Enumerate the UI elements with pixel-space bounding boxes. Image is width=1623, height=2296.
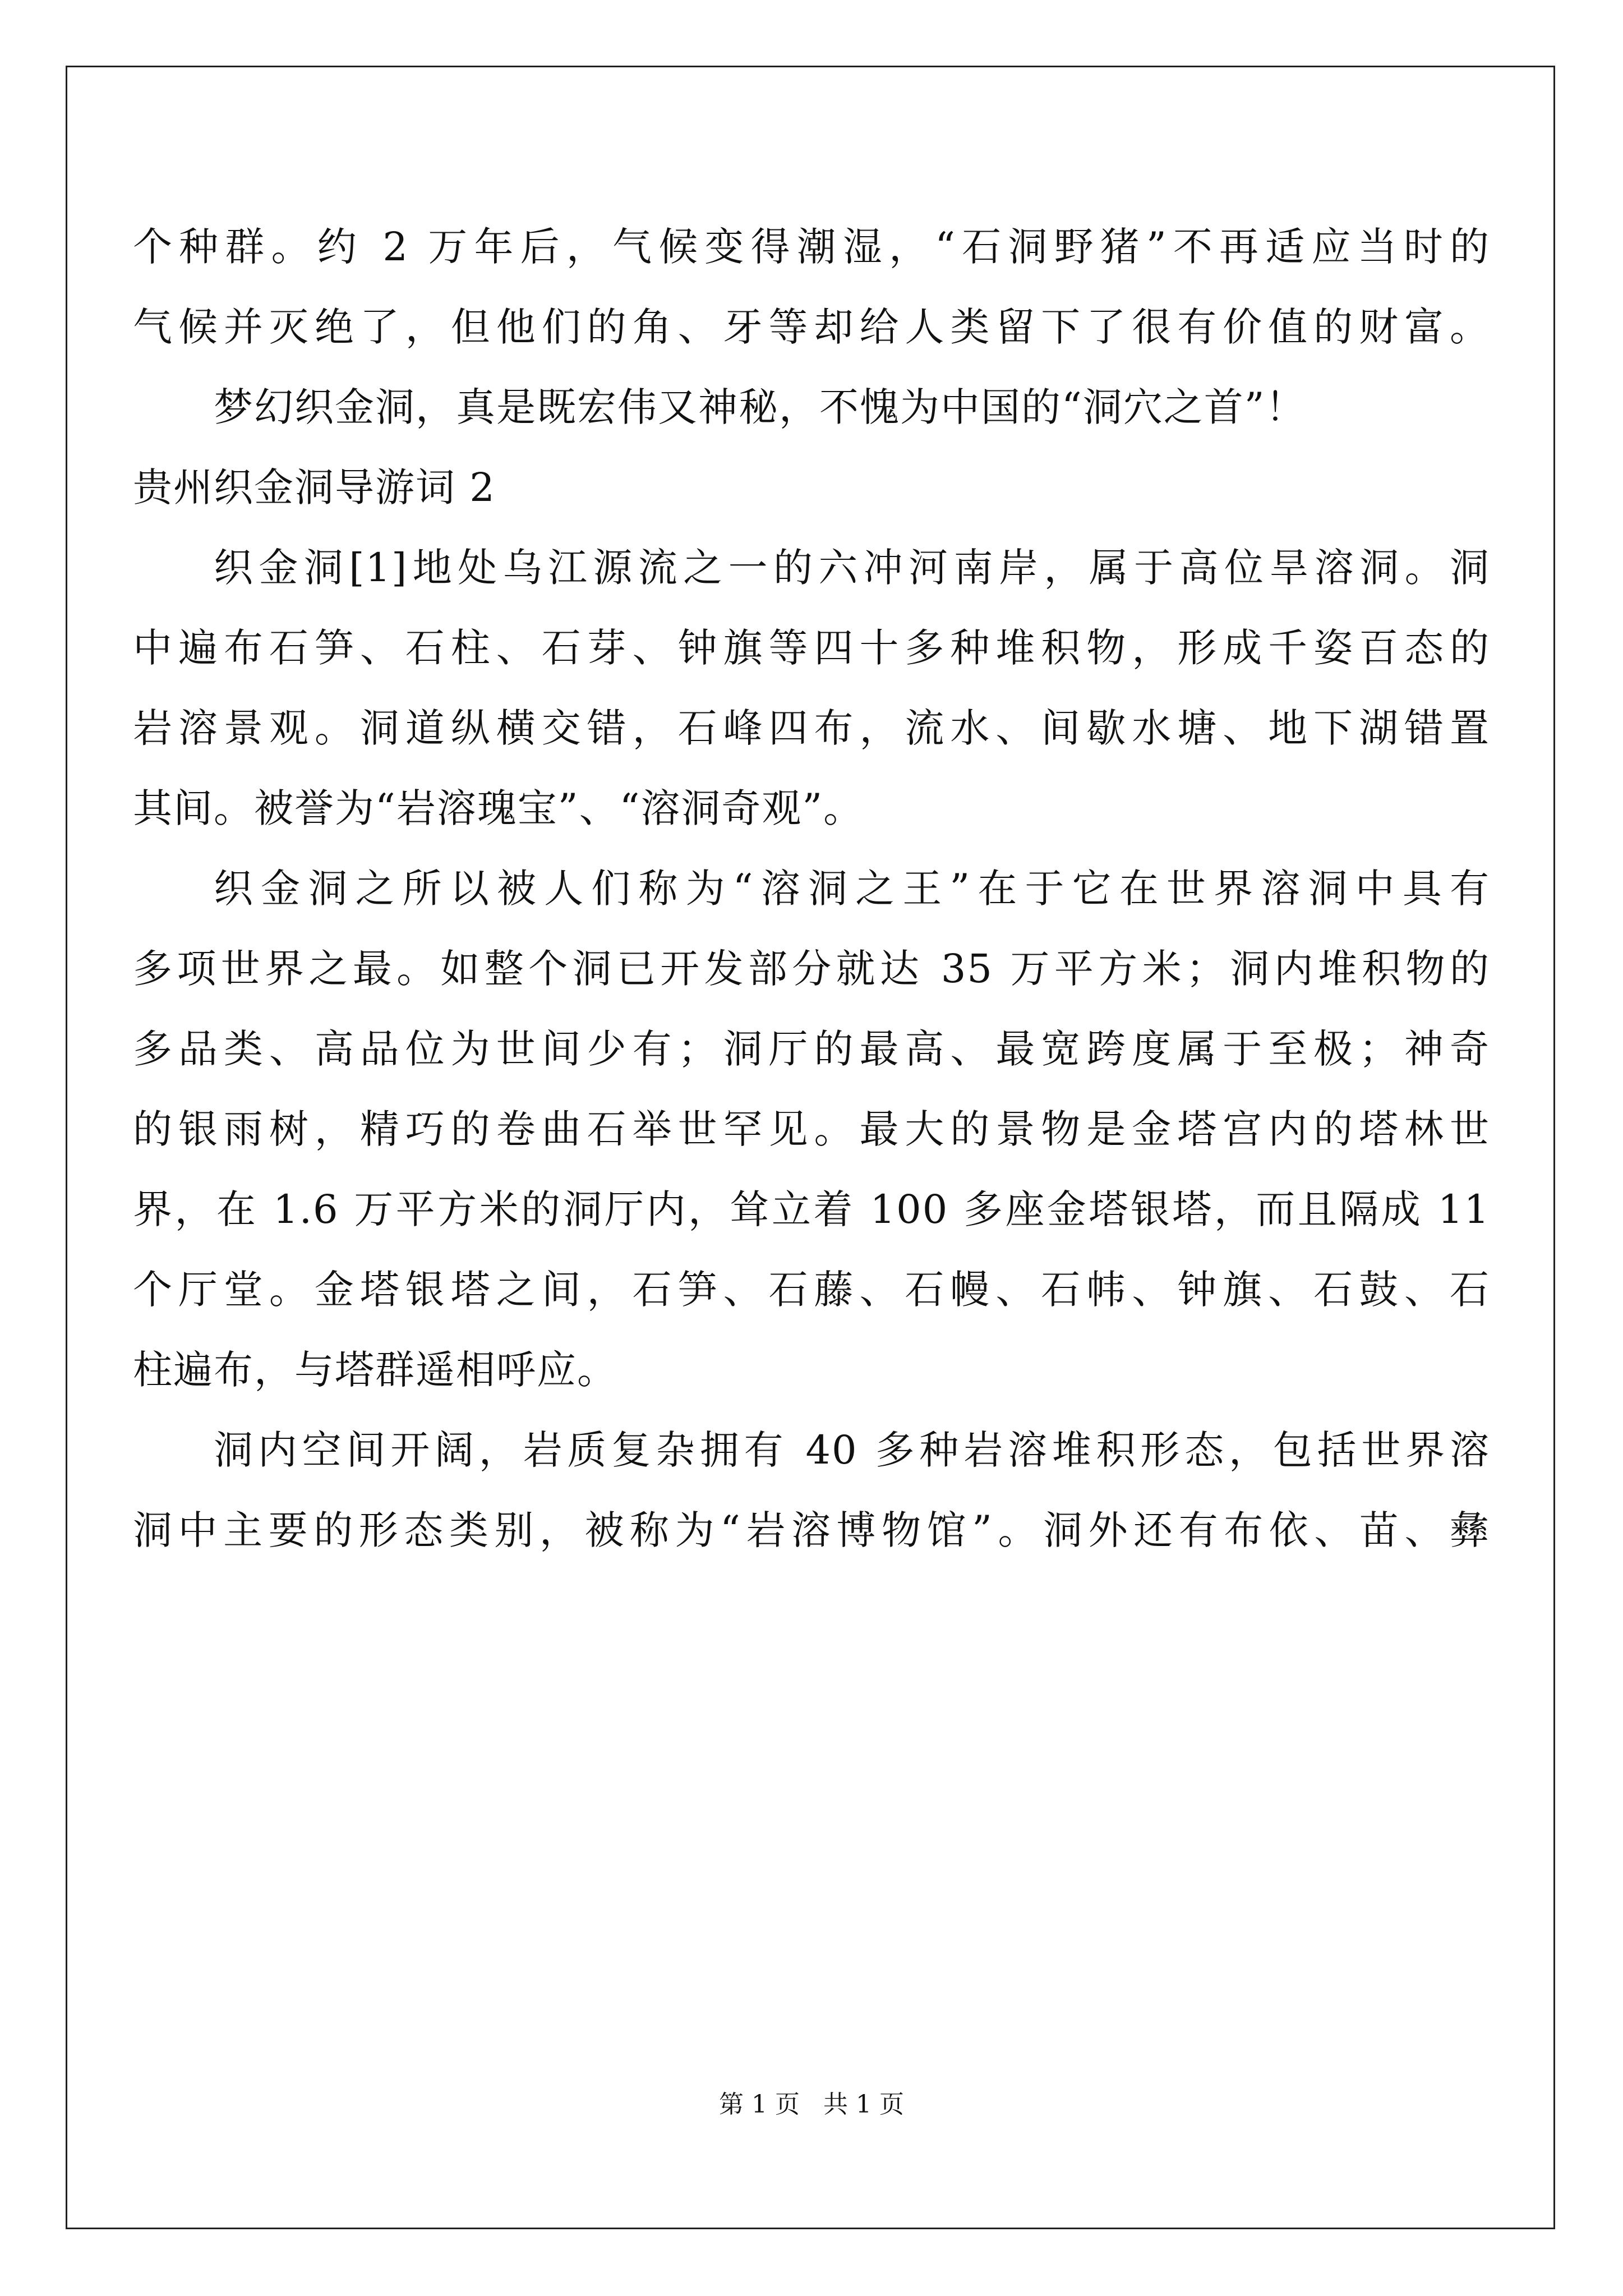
text-line: 洞中主要的形态类别，被称为“岩溶博物馆”。洞外还有布依、苗、彝 [133, 1507, 1490, 1553]
text-line: 气候并灭绝了，但他们的角、牙等却给人类留下了很有价值的财富。 [133, 304, 1490, 350]
text-line: 界，在 1.6 万平方米的洞厅内，耸立着 100 多座金塔银塔，而且隔成 11 [133, 1186, 1490, 1232]
text-line: 岩溶景观。洞道纵横交错，石峰四布，流水、间歇水塘、地下湖错置 [133, 705, 1490, 751]
section-heading: 贵州织金洞导游词 2 [133, 464, 496, 510]
text-line: 柱遍布，与塔群遥相呼应。 [133, 1347, 617, 1393]
text-line: 其间。被誉为“岩溶瑰宝”、“溶洞奇观”。 [133, 785, 864, 831]
paragraph-line: 织金洞[1]地处乌江源流之一的六冲河南岸，属于高位旱溶洞。洞 [214, 545, 1490, 591]
text-line: 多项世界之最。如整个洞已开发部分就达 35 万平方米；洞内堆积物的 [133, 946, 1490, 992]
paragraph-line: 洞内空间开阔，岩质复杂拥有 40 多种岩溶堆积形态，包括世界溶 [214, 1427, 1490, 1473]
paragraph-line: 织金洞之所以被人们称为“溶洞之王”在于它在世界溶洞中具有 [214, 866, 1490, 912]
page-footer: 第 1 页 共 1 页 [719, 2090, 904, 2119]
text-line: 中遍布石笋、石柱、石芽、钟旗等四十多种堆积物，形成千姿百态的 [133, 625, 1490, 671]
paragraph-line: 梦幻织金洞，真是既宏伟又神秘，不愧为中国的“洞穴之首”！ [214, 384, 1306, 430]
text-line: 多品类、高品位为世间少有；洞厅的最高、最宽跨度属于至极；神奇 [133, 1026, 1490, 1072]
text-line: 的银雨树，精巧的卷曲石举世罕见。最大的景物是金塔宫内的塔林世 [133, 1106, 1490, 1152]
text-line: 个种群。约 2 万年后，气候变得潮湿，“石洞野猪”不再适应当时的 [133, 224, 1490, 270]
text-line: 个厅堂。金塔银塔之间，石笋、石藤、石幔、石帏、钟旗、石鼓、石 [133, 1267, 1490, 1313]
